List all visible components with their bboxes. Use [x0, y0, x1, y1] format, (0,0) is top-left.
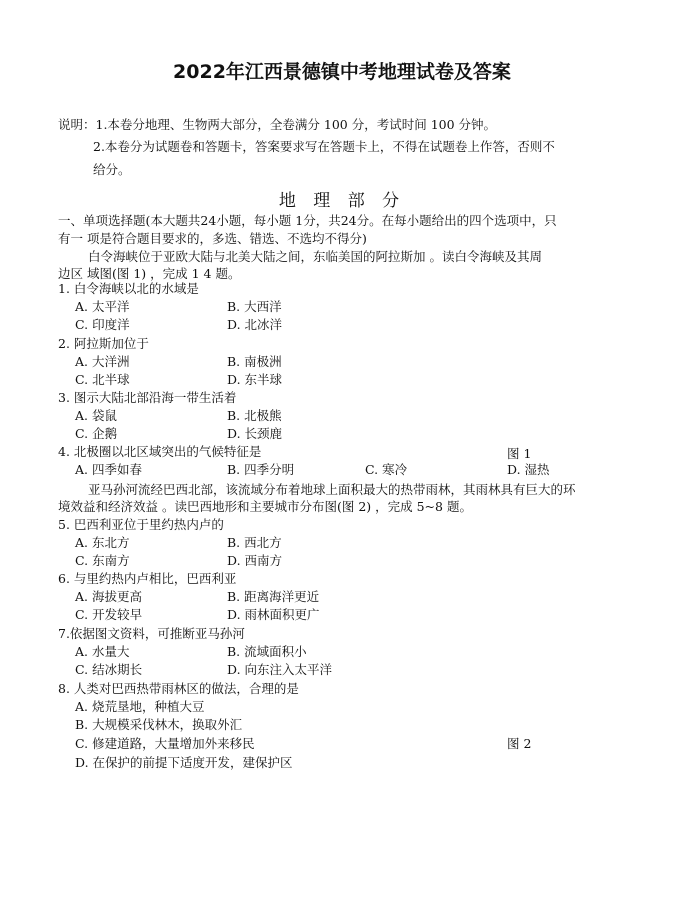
part1-instructions-line-2: 有一 项是符合题目要求的，多选、错选、不选均不得分)	[58, 231, 367, 246]
question-2-option-c: C. 北半球	[75, 372, 130, 387]
question-2-option-b: B. 南极洲	[227, 354, 282, 369]
question-7-option-a: A. 水量大	[75, 644, 130, 659]
question-5-stem: 5. 巴西利亚位于里约热内卢的	[58, 517, 224, 532]
question-3-stem: 3. 图示大陆北部沿海一带生活着	[58, 390, 237, 405]
question-3-option-b: B. 北极熊	[227, 408, 282, 423]
question-5-option-c: C. 东南方	[75, 553, 130, 568]
question-8-option-a: A. 烧荒垦地，种植大豆	[75, 699, 205, 714]
passage1-line-1: 白令海峡位于亚欧大陆与北美大陆之间，东临美国的阿拉斯加 。读白令海峡及其周	[88, 249, 542, 264]
question-5-option-a: A. 东北方	[75, 535, 130, 550]
question-7-option-b: B. 流域面积小	[227, 644, 307, 659]
page-title: 2022年江西景德镇中考地理试卷及答案	[173, 61, 511, 83]
section-title: 地 理 部 分	[278, 191, 406, 211]
question-5-option-d: D. 西南方	[227, 553, 283, 568]
question-7-option-c: C. 结冰期长	[75, 662, 143, 677]
instructions-line-1: 说明：1.本卷分地理、生物两大部分，全卷满分 100 分，考试时间 100 分钟。	[58, 117, 497, 132]
question-6-option-c: C. 开发较早	[75, 607, 143, 622]
passage2-line-2: 境效益和经济效益 。读巴西地形和主要城市分布图(图 2) ，完成 5~8 题。	[58, 499, 472, 514]
instructions-line-2: 2.本卷分为试题卷和答题卡，答案要求写在答题卡上，不得在试题卷上作答，否则不	[93, 139, 555, 154]
question-2-stem: 2. 阿拉斯加位于	[58, 336, 149, 351]
question-4-option-b: B. 四季分明	[227, 462, 295, 477]
question-4-stem: 4. 北极圈以北区域突出的气候特征是	[58, 444, 262, 459]
question-5-option-b: B. 西北方	[227, 535, 282, 550]
question-8-option-d: D. 在保护的前提下适度开发，建保护区	[75, 755, 293, 770]
question-7-stem: 7.依据图文资料，可推断亚马孙河	[58, 626, 245, 641]
question-4-option-d: D. 湿热	[507, 462, 550, 477]
question-7-option-d: D. 向东注入太平洋	[227, 662, 333, 677]
question-4-option-c: C. 寒冷	[365, 462, 408, 477]
instructions-line-3: 给分。	[93, 162, 131, 177]
question-1-option-b: B. 大西洋	[227, 299, 282, 314]
figure-2-label: 图 2	[507, 736, 532, 751]
question-6-option-d: D. 雨林面积更广	[227, 607, 320, 622]
question-1-option-a: A. 太平洋	[75, 299, 130, 314]
question-8-stem: 8. 人类对巴西热带雨林区的做法，合理的是	[58, 681, 299, 696]
question-3-option-c: C. 企鹅	[75, 426, 118, 441]
question-3-option-d: D. 长颈鹿	[227, 426, 283, 441]
question-6-stem: 6. 与里约热内卢相比，巴西利亚	[58, 571, 237, 586]
question-2-option-a: A. 大洋洲	[75, 354, 130, 369]
question-1-option-d: D. 北冰洋	[227, 317, 283, 332]
question-4-option-a: A. 四季如春	[75, 462, 142, 477]
question-6-option-a: A. 海拔更高	[75, 589, 142, 604]
part1-instructions-line-1: 一、单项选择题(本大题共24小题，每小题 1分，共24分。在每小题给出的四个选项中，只	[58, 213, 557, 228]
question-6-option-b: B. 距离海洋更近	[227, 589, 320, 604]
question-1-stem: 1. 白令海峡以北的水域是	[58, 281, 199, 296]
passage2-line-1: 亚马孙河流经巴西北部，该流域分布着地球上面积最大的热带雨林，其雨林具有巨大的环	[88, 482, 576, 497]
question-8-option-b: B. 大规模采伐林木，换取外汇	[75, 717, 243, 732]
question-3-option-a: A. 袋鼠	[75, 408, 117, 423]
question-2-option-d: D. 东半球	[227, 372, 283, 387]
figure-1-label: 图 1	[507, 446, 532, 461]
question-1-option-c: C. 印度洋	[75, 317, 130, 332]
question-8-option-c: C. 修建道路，大量增加外来移民	[75, 736, 255, 751]
passage1-line-2: 边区 域图(图 1) ，完成 1 4 题。	[58, 266, 241, 281]
